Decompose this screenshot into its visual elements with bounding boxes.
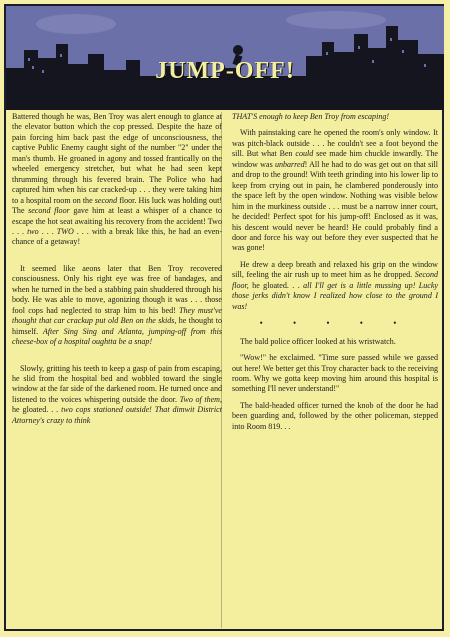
title-banner — [6, 6, 444, 110]
right-column — [232, 112, 438, 438]
paragraph: THAT'S enough to keep Ben Troy from escaping! — [232, 112, 390, 121]
section-break-stars: • • • • • — [259, 318, 411, 329]
paragraph: With painstaking care he opened the room's only window. It was pitch-black outside . . . he couldn't see a foot beyond the sill. But what Ben could see made him chuckle inwardly. The window was unbarred! All he had to do was get out on that sill and drop to the ground! With teeth grinding into his lower lip to keep from crying out in pain, he clambered ponderously into the space left by the open window. Nothing was visible below him in the murkiness outside . . . must be a narrow inner court, he decided! Perfect spot for his jump-off! Enclosed as it was, his descent would never be heard! He could probably find a door and force his way out before they ever suspected that he was gone! — [232, 128, 438, 253]
paragraph: "Wow!" he exclaimed. "Time sure passed while we gassed out here! We better get this Troy character back to the receiving room. Why we gotta keep moving him around this hospital is something I'll never understand!" — [232, 353, 438, 394]
paragraph: He drew a deep breath and relaxed his grip on the window sill, feeling the air rush up to meet him as he dropped. Second floor, he gloated. . . all I'll get is a little mussing up! Lucky those jerks didn't know I realized how close to the ground I was! — [232, 259, 438, 311]
paragraph: The bald police officer looked at his wristwatch. — [240, 336, 396, 346]
left-column — [12, 112, 222, 432]
story-title: JUMP-OFF! — [155, 58, 295, 84]
paragraph: The bald-headed officer turned the knob of the door he had been guarding and, followed by the other policeman, stepped into Room 819. . . — [232, 400, 438, 431]
paragraph: Slowly, gritting his teeth to keep a gasp of pain from escaping, he slid from the hospital bed and wobbled toward the single window at the far side of the darkened room. He turned once and listened to the voices whispering outside the door. Two of them, he gloated. . . two cops stationed outside! That dimwit District Attorney's crazy to think — [12, 363, 222, 425]
paragraph: Battered though he was, Ben Troy was alert enough to glance at the elevator button which the cop pressed. Despite the haze of pain forcing him back past the edge of unconsciousness, the captive Public Enemy caught sight of the number "2" under the man's thumb. He groaned in agony and tossed frantically on the wheeled emergency stretcher, but what he had seen kept thrumming through his fevered brain. The Police who had captured him when his car cracked-up . . . they were taking him to a hospital room on the second floor. His luck was holding out! The second floor gave him at least a whisper of a chance to escape the hot seat awaiting his recovery from the accident! Two . . . two . . . TWO . . . with a break like this, he had an even-chance of a getaway! — [12, 112, 222, 247]
paragraph: It seemed like aeons later that Ben Troy recovered consciousness. Only his right eye was free of bandages, and when he turned in the bed a stabbing pain shuddered through his body. He was able to move, agonizing though it was . . . those fool cops had neglected to strap him to his bed! They must've thought that car crackup put old Ben on the skids, he thought to himself. After Sing Sing and Atlanta, jumping-off from this cheese-box of a hospital oughtta be a snap! — [12, 263, 223, 347]
